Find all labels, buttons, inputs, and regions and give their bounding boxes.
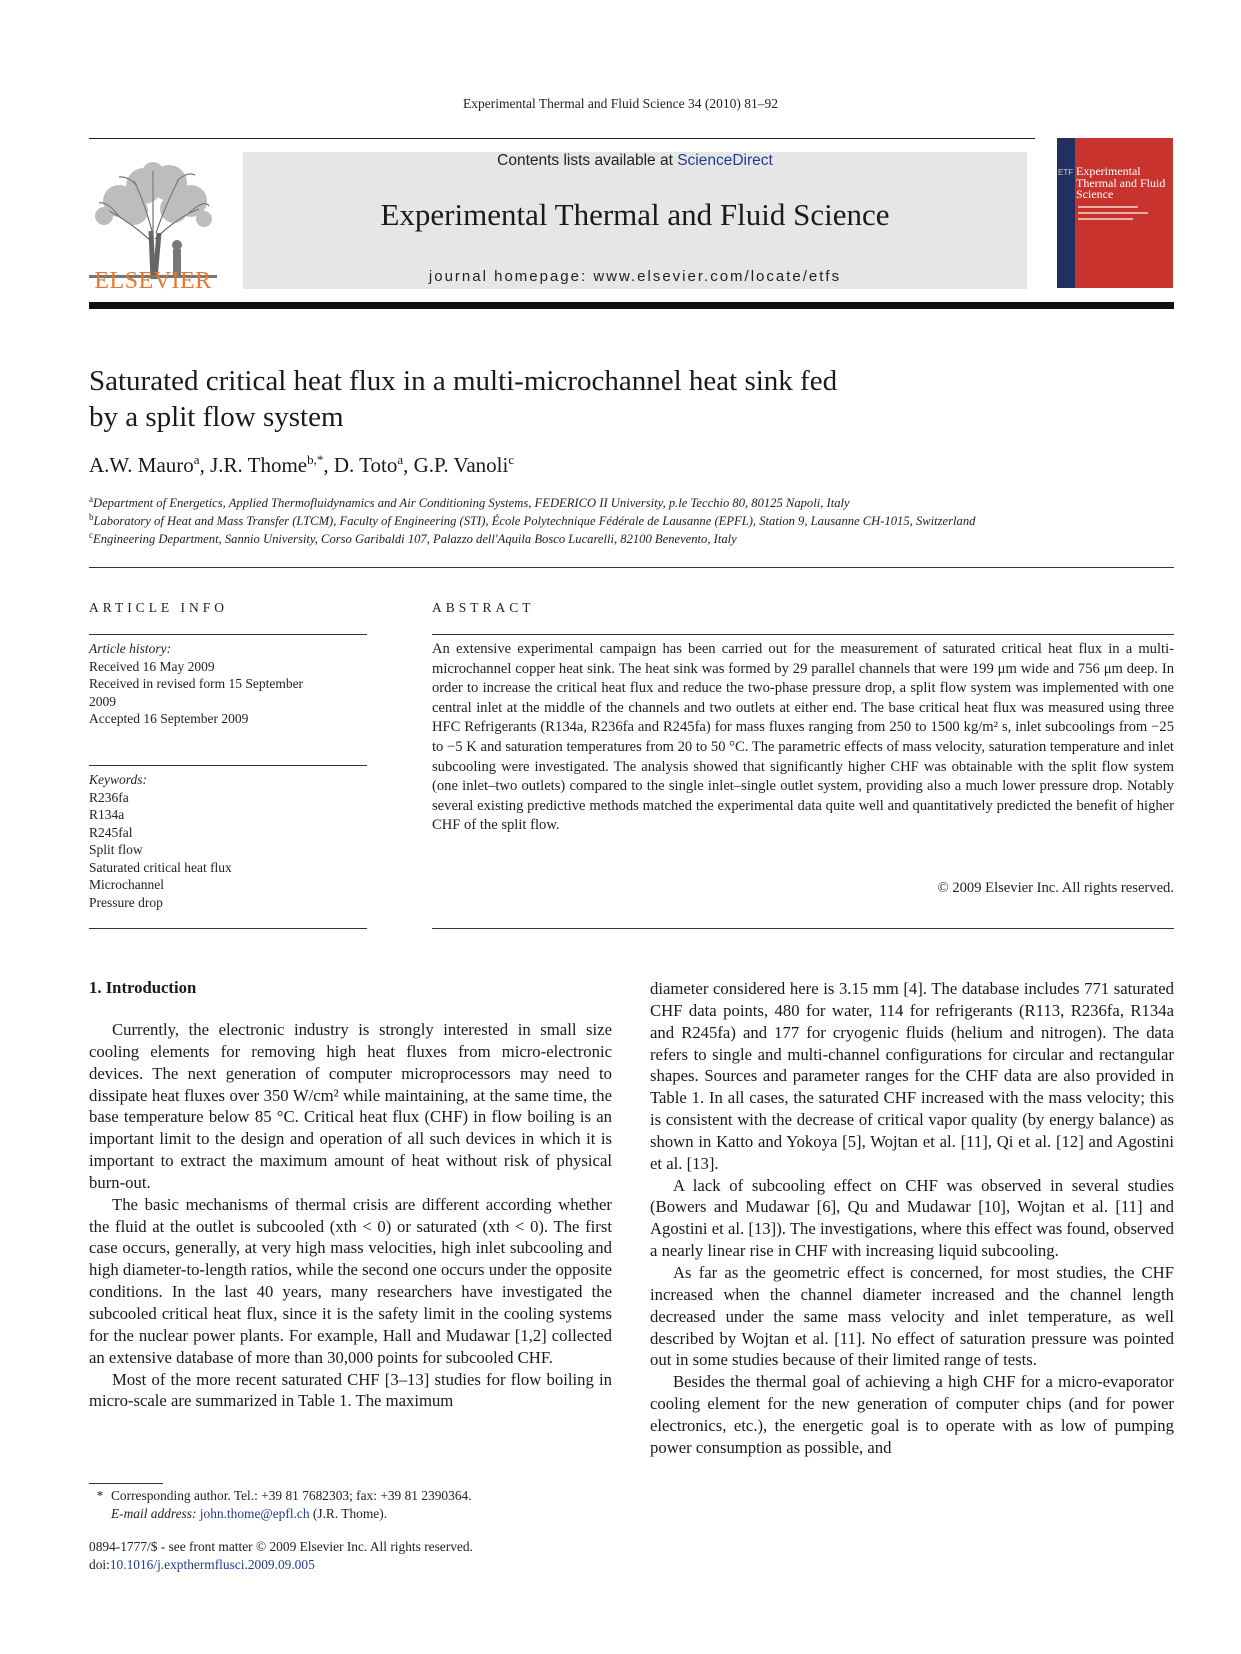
keyword: Split flow [89, 842, 143, 857]
abstract-text: An extensive experimental campaign has been carried out for the measurement of saturated critical heat flux in a multi-microchannel copper heat sink. The heat sink was formed by 29 parallel channels that were 199 μm wide and 756 μm deep. In order to increase the critical heat flux and reduce the two-phase pressure drop, a split flow system was implemented with one central inlet at the middle of the channels and two outlets at either end. The base critical heat flux was measured using three HFC Refrigerants (R134a, R236fa and R245fa) for mass fluxes ranging from 250 to 1500 kg/m² s, inlet subcoolings from −25 to −5 K and saturation temperatures from 20 to 50 °C. The parametric effects of mass velocity, saturation temperature and inlet subcooling were investigated. The analysis showed that significantly higher CHF was obtainable with the split flow system (one inlet–two outlets) compared to the single inlet–single outlet system, providing also a much lower pressure drop. Notably several existing predictive methods matched the experimental data quite well and quantitatively predicted the benefit of higher CHF of the split flow. [432, 641, 1174, 834]
author-name: J.R. Thome [210, 453, 308, 477]
issn-line: 0894-1777/$ - see front matter © 2009 Elsevier Inc. All rights reserved. [89, 1539, 473, 1554]
cover-title: Experimental Thermal and Fluid Science [1076, 164, 1166, 201]
author-affil-sup: a [193, 452, 200, 467]
doi-link[interactable]: 10.1016/j.expthermflusci.2009.09.005 [109, 1557, 315, 1572]
elsevier-wordmark: ELSEVIER [94, 268, 212, 294]
accepted-date: Accepted 16 September 2009 [89, 711, 249, 726]
author-affil-sup: c [508, 452, 515, 467]
doi-prefix: doi: [89, 1557, 110, 1572]
keywords-list [89, 771, 359, 911]
body-paragraph: Currently, the electronic industry is strongly interested in small size cooling elements for removing high heat fluxes from micro-electronic devices. The next generation of computer microprocessors may need to dissipate heat fluxes over 350 W/cm² while maintaining, at the same time, the base temperature below 85 °C. Critical heat flux (CHF) in flow boiling is an important limit to the design and operation of all such devices in which it is important to extract the maximum amount of heat without risk of physical burn-out. [89, 1020, 612, 1192]
paper-title [89, 363, 989, 435]
body-paragraph: The basic mechanisms of thermal crisis are different according whether the fluid at the outlet is subcooled (xth < 0) or saturated (xth < 0). The first case occurs, generally, at very high mass velocities, high inlet subcooling and high diameter-to-length ratios, while the second one occurs under the opposite conditions. In the last 40 years, many researchers have investigated the subcooled critical heat flux, since it is the safety limit in the cooling systems for the nuclear power plants. For example, Hall and Mudawar [1,2] collected an extensive database of more than 30,000 points for subcooled CHF. [89, 1194, 612, 1367]
body-paragraph: diameter considered here is 3.15 mm [4]. The database includes 771 saturated CHF data points, 480 for water, 114 for refrigerants (R113, R236fa, R134a and R245fa) and 177 for cryogenic fluids (helium and nitrogen). The data refers to single and multi-channel configurations for circular and rectangular shapes. Sources and parameter ranges for the CHF data are also provided in Table 1. In all cases, the saturated CHF increased with the mass velocity; this is consistent with the decrease of critical vapor quality (by energy balance) as shown in Katto and Yokoya [5], Wojtan et al. [11], Qi et al. [12] and Agostini et al. [13]. [650, 979, 1174, 1173]
keyword: R245fal [89, 824, 133, 840]
keyword: R134a [89, 807, 125, 822]
email-suffix: (J.R. Thome). [312, 1506, 388, 1521]
contents-prefix: Contents lists available at [497, 152, 678, 169]
abstract-rule [432, 634, 1174, 635]
keyword: Microchannel [89, 877, 164, 892]
cover-abbrev: ETF [1058, 168, 1074, 177]
received-date: Received 16 May 2009 [89, 658, 215, 674]
body-column-right [650, 978, 1174, 1459]
footnote-rule [89, 1483, 163, 1484]
copyright-notice: © 2009 Elsevier Inc. All rights reserved. [937, 880, 1174, 896]
abstract-rule [432, 928, 1174, 929]
affiliation: $^a$Department of Energetics, Applied Thermofluidynamics and Air Conditioning Systems, FEDERICO II University, p.le Tecchio 80, 80125 Napoli, Italy [89, 494, 850, 511]
email-link[interactable]: john.thome@epfl.ch [199, 1506, 310, 1521]
section-heading-introduction: 1. Introduction [89, 978, 197, 997]
author-name: G.P. Vanoli [413, 453, 509, 477]
article-info-rule [89, 765, 367, 766]
keyword: R236fa [89, 789, 129, 805]
article-info-rule [89, 634, 367, 635]
article-history [89, 640, 359, 728]
body-paragraph: Most of the more recent saturated CHF [3–13] studies for flow boiling in micro-scale are summarized in Table 1. The maximum [89, 1369, 612, 1411]
revised-date-year: 2009 [89, 693, 116, 709]
cover-stripe [1057, 138, 1075, 288]
journal-reference: Experimental Thermal and Fluid Science 34 (2010) 81–92 [462, 96, 779, 111]
body-paragraph: Besides the thermal goal of achieving a high CHF for a micro-evaporator cooling element for the new generation of computer chips (and for power electronics, etc.), the energetic goal is to operate with as low of pumping power consumption as possible, and [650, 1372, 1174, 1457]
body-paragraph: As far as the geometric effect is concerned, for most studies, the CHF increased when the channel diameter increased and the channel length decreased under the same mass velocity and inlet temperature, as well described by Wojtan et al. [11]. No effect of saturation pressure was pointed out in some studies because of their limited range of tests. [650, 1262, 1174, 1370]
contents-line [243, 152, 1027, 170]
front-matter [89, 1538, 689, 1574]
corresponding-author-footnote [89, 1487, 612, 1523]
body-column-left [89, 1019, 612, 1412]
keywords-label: Keywords: [89, 772, 147, 787]
article-info-heading: ARTICLE INFO [89, 600, 229, 615]
title-line-1: Saturated critical heat flux in a multi-microchannel heat sink fed [89, 365, 838, 397]
keyword: Saturated critical heat flux [89, 859, 232, 875]
journal-homepage-link[interactable]: journal homepage: www.elsevier.com/locate/etfs [428, 268, 842, 285]
abstract-heading: ABSTRACT [432, 600, 535, 615]
keyword: Pressure drop [89, 894, 163, 910]
author-list: A.W. Mauro$^a$, J.R. Thome$^{b,*}$, D. Toto$^a$, G.P. Vanoli$^c$ [89, 452, 515, 477]
journal-title: Experimental Thermal and Fluid Science [380, 197, 890, 232]
affiliation: $^c$Engineering Department, Sannio University, Corso Garibaldi 107, Palazzo dell'Aquila Bosco Lucarelli, 82100 Benevento, Italy [89, 530, 737, 547]
author-name: A.W. Mauro [89, 453, 194, 477]
affiliation: $^b$Laboratory of Heat and Mass Transfer (LTCM), Faculty of Engineering (STI), École Polytechnique Fédérale de Lausanne (EPFL), Station 9, Lausanne CH-1015, Switzerland [89, 512, 976, 529]
sciencedirect-link[interactable]: ScienceDirect [677, 152, 773, 169]
author-affil-sup: a [397, 452, 404, 467]
title-line-2: by a split flow system [89, 401, 344, 433]
author-name: D. Toto [333, 453, 398, 477]
journal-cover-image [1057, 138, 1173, 288]
footnote-marker: * [96, 1488, 104, 1503]
body-paragraph: A lack of subcooling effect on CHF was observed in several studies (Bowers and Mudawar [6], Qu and Mudawar [10], Wojtan et al. [11] and Agostini et al. [13]). The investigations, where this effect was found, observed a nearly linear rise in CHF with increasing liquid subcooling. [650, 1175, 1174, 1261]
header-rule [89, 138, 1035, 139]
footnote-contact: Corresponding author. Tel.: +39 81 7682303; fax: +39 81 2390364. [111, 1488, 472, 1503]
email-label: E-mail address: [111, 1506, 197, 1521]
header-thick-rule [89, 302, 1174, 309]
revised-date: Received in revised form 15 September [89, 676, 304, 691]
section-rule [89, 567, 1174, 568]
article-info-rule [89, 928, 367, 929]
history-label: Article history: [89, 641, 172, 656]
author-affil-sup[interactable]: b,* [307, 452, 324, 467]
